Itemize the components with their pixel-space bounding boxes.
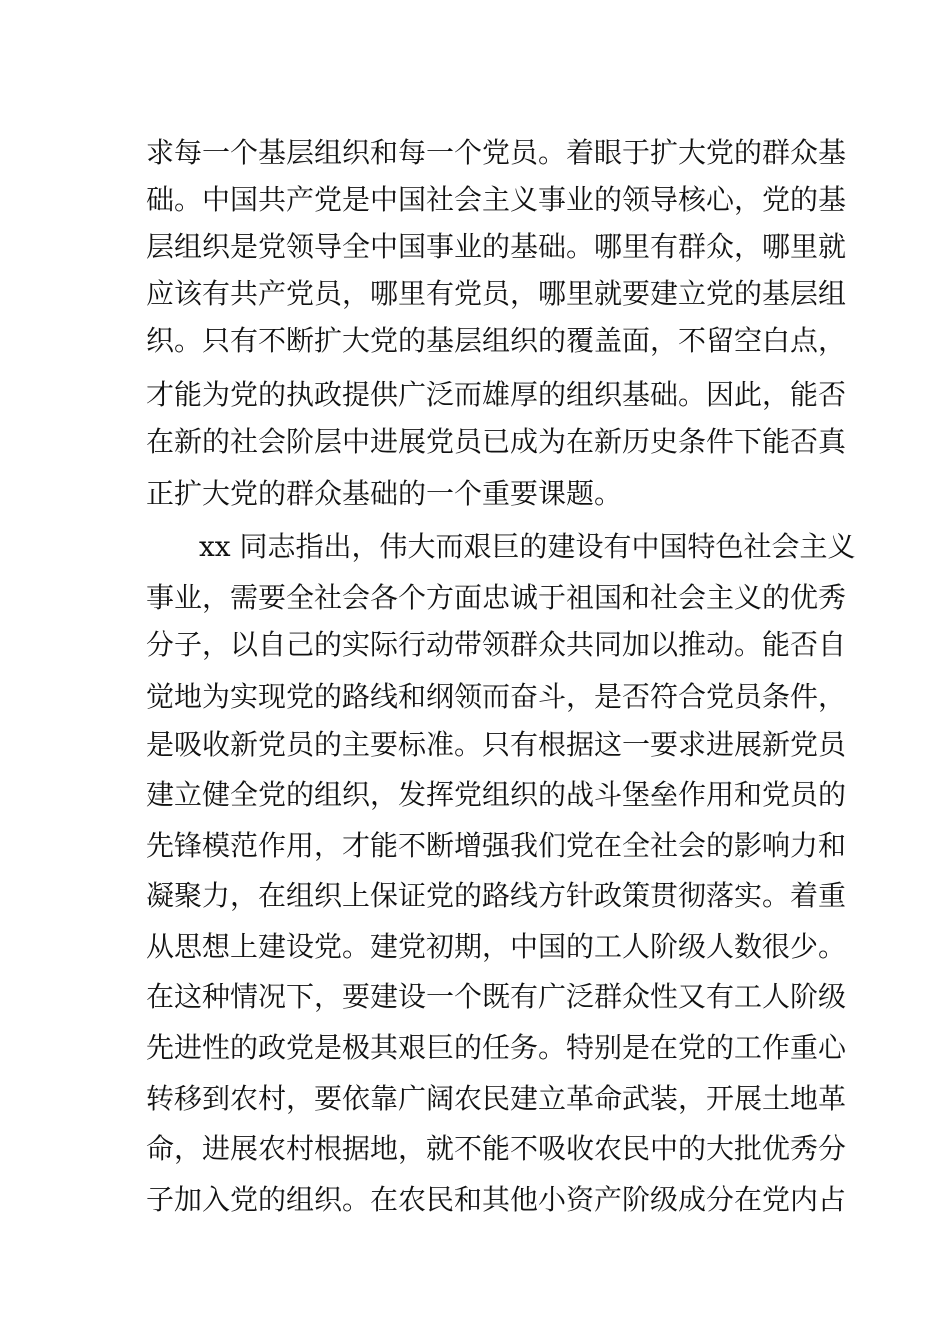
text-line: 事业，需要全社会各个方面忠诚于祖国和社会主义的优秀 [146, 581, 847, 614]
text-line: 才能为党的执政提供广泛而雄厚的组织基础。因此，能否 [146, 378, 847, 411]
text-line: 求每一个基层组织和每一个党员。着眼于扩大党的群众基 [146, 136, 847, 169]
text-line: 命，进展农村根据地，就不能不吸收农民中的大批优秀分 [146, 1132, 847, 1165]
text-line: 先锋模范作用，才能不断增强我们党在全社会的影响力和 [146, 829, 847, 862]
text-line: 层组织是党领导全中国事业的基础。哪里有群众，哪里就 [146, 230, 847, 263]
text-line: 分子，以自己的实际行动带领群众共同加以推动。能否自 [146, 628, 847, 661]
text-line: 是吸收新党员的主要标准。只有根据这一要求进展新党员 [146, 728, 847, 761]
text-line: 先进性的政党是极其艰巨的任务。特别是在党的工作重心 [146, 1031, 847, 1064]
text-line: 建立健全党的组织，发挥党组织的战斗堡垒作用和党员的 [146, 778, 847, 811]
text-line: 正扩大党的群众基础的一个重要课题。 [146, 477, 623, 510]
text-line: 在这种情况下，要建设一个既有广泛群众性又有工人阶级 [146, 980, 847, 1013]
text-line-indented: xx 同志指出，伟大而艰巨的建设有中国特色社会主义 [199, 530, 856, 563]
text-line: 从思想上建设党。建党初期，中国的工人阶级人数很少。 [146, 930, 847, 963]
text-line: 觉地为实现党的路线和纲领而奋斗，是否符合党员条件， [146, 680, 847, 713]
text-line: 应该有共产党员，哪里有党员，哪里就要建立党的基层组 [146, 277, 847, 310]
text-line: 在新的社会阶层中进展党员已成为在新历史条件下能否真 [146, 425, 847, 458]
text-line: 础。中国共产党是中国社会主义事业的领导核心，党的基 [146, 183, 847, 216]
text-line: 织。只有不断扩大党的基层组织的覆盖面，不留空白点， [146, 324, 847, 357]
text-line: 凝聚力，在组织上保证党的路线方针政策贯彻落实。着重 [146, 879, 847, 912]
text-line: 转移到农村，要依靠广阔农民建立革命武装，开展土地革 [146, 1082, 847, 1115]
text-line: 子加入党的组织。在农民和其他小资产阶级成分在党内占 [146, 1183, 847, 1216]
